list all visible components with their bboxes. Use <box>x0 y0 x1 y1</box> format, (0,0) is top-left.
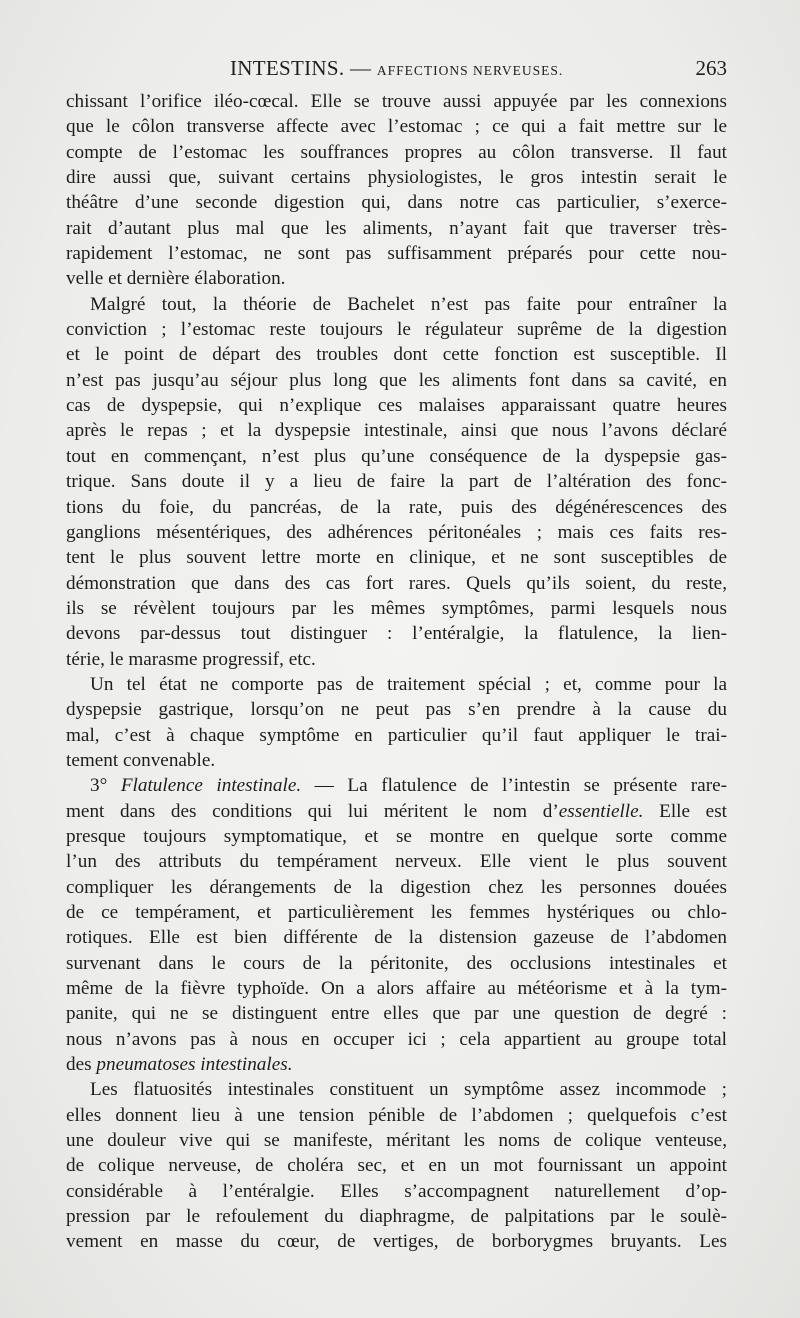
text-line: tement convenable. <box>66 749 216 771</box>
line-fragment: ment dans des conditions qui lui méritent le nom d’ <box>66 800 559 822</box>
emphasis-term: pneumatoses intestinales. <box>96 1054 293 1076</box>
line-fragment: — La flatulence de l’intestin se présente rare- <box>301 775 727 797</box>
text-line: n’est pas jusqu’au séjour plus long que les aliments font dans sa cavité, en <box>66 369 727 391</box>
text-line: tout en commençant, n’est plus qu’une conséquence de la dyspepsie gas- <box>66 445 727 467</box>
text-line: après le repas ; et la dyspepsie intestinale, ainsi que nous l’avons déclaré <box>66 420 727 442</box>
body-text <box>66 89 727 1255</box>
text-line: même de la fièvre typhoïde. On a alors affaire au météorisme et à la tym- <box>66 978 727 1000</box>
text-line: ganglions mésentériques, des adhérences péritonéales ; mais ces faits res- <box>66 521 727 543</box>
text-line: dire aussi que, suivant certains physiologistes, le gros intestin serait le <box>66 167 727 189</box>
emphasis-term: essentielle. <box>558 800 644 822</box>
section-number: 3° <box>90 775 121 797</box>
section-heading: Flatulence intestinale. <box>120 775 302 797</box>
text-line: considérable à l’entéralgie. Elles s’accompagnent naturellement d’op- <box>66 1180 727 1202</box>
text-line: vement en masse du cœur, de vertiges, de borborygmes bruyants. Les <box>66 1231 727 1253</box>
text-line: chissant l’orifice iléo-cœcal. Elle se trouve aussi appuyée par les connexions <box>66 91 727 112</box>
text-line: survenant dans le cours de la péritonite, des occlusions intestinales et <box>66 952 727 974</box>
text-line: et le point de départ des troubles dont cette fonction est susceptible. Il <box>66 344 727 366</box>
text-line: conviction ; l’estomac reste toujours le régulateur suprême de la digestion <box>66 319 727 341</box>
text-line: velle et dernière élaboration. <box>66 268 286 290</box>
chapter-title: INTESTINS. <box>230 56 345 80</box>
text-line: mal, c’est à chaque symptôme en particulier qu’il faut appliquer le trai- <box>66 724 727 746</box>
text-line: dyspepsie gastrique, lorsqu’on ne peut pas s’en prendre à la cause du <box>66 699 727 721</box>
text-line <box>66 773 727 798</box>
line-fragment: Elle est <box>643 800 727 822</box>
text-line: devons par-dessus tout distinguer : l’entéralgie, la flatulence, la lien- <box>66 623 727 645</box>
text-line: tions du foie, du pancréas, de la rate, puis des dégénérescences des <box>66 496 727 518</box>
running-title <box>230 56 563 81</box>
text-line: de ce tempérament, et particulièrement les femmes hystériques ou chlo- <box>66 902 727 923</box>
line-fragment: des <box>66 1054 97 1076</box>
text-line: compliquer les dérangements de la digestion chez les personnes douées <box>66 876 727 898</box>
text-line <box>66 799 727 824</box>
text-line: compte de l’estomac les souffrances propres au côlon transverse. Il faut <box>66 141 727 163</box>
text-line: térie, le marasme progressif, etc. <box>66 648 316 670</box>
text-line: Les flatuosités intestinales constituent un symptôme assez incommode ; <box>90 1079 727 1101</box>
text-line: tent le plus souvent lettre morte en clinique, et ne sont susceptibles de <box>66 547 727 569</box>
text-line: cas de dyspepsie, qui n’explique ces malaises apparaissant quatre heures <box>66 395 727 417</box>
title-separator: — <box>344 56 377 80</box>
text-line: nous n’avons pas à nous en occuper ici ; cela appartient au groupe total <box>66 1028 727 1050</box>
running-header <box>66 56 727 84</box>
text-line <box>66 1052 727 1077</box>
text-line: pression par le refoulement du diaphragme, de palpitations par le soulè- <box>66 1206 727 1228</box>
page-number: 263 <box>695 56 727 80</box>
text-line: démonstration que dans des cas fort rares. Quels qu’ils soient, du reste, <box>66 572 727 594</box>
text-line: de colique nerveuse, de choléra sec, et en un mot fournissant un appoint <box>66 1155 727 1177</box>
text-line: presque toujours symptomatique, et se montre en quelque sorte comme <box>66 825 727 847</box>
text-line: une douleur vive qui se manifeste, méritant les noms de colique venteuse, <box>66 1130 727 1152</box>
text-line: rait d’autant plus mal que les aliments, n’ayant fait que traverser très- <box>66 217 727 239</box>
text-line: rapidement l’estomac, ne sont pas suffisamment préparés pour cette nou- <box>66 243 727 265</box>
text-line: Un tel état ne comporte pas de traitement spécial ; et, comme pour la <box>90 673 727 695</box>
text-line: théâtre d’une seconde digestion qui, dans notre cas particulier, s’exerce- <box>66 192 727 214</box>
text-line: trique. Sans doute il y a lieu de faire la part de l’altération des fonc- <box>66 471 727 493</box>
text-line: rotiques. Elle est bien différente de la distension gazeuse de l’abdomen <box>66 927 727 949</box>
text-line: Malgré tout, la théorie de Bachelet n’est pas faite pour entraîner la <box>90 293 727 315</box>
text-line: panite, qui ne se distinguent entre elles que par une question de degré : <box>66 1003 727 1025</box>
text-line: que le côlon transverse affecte avec l’estomac ; ce qui a fait mettre sur le <box>66 116 727 138</box>
section-title: AFFECTIONS NERVEUSES. <box>376 63 564 78</box>
text-line: ils se révèlent toujours par les mêmes symptômes, parmi lesquels nous <box>66 597 727 619</box>
text-line: l’un des attributs du tempérament nerveux. Elle vient le plus souvent <box>66 851 727 873</box>
text-line: elles donnent lieu à une tension pénible de l’abdomen ; quelquefois c’est <box>66 1104 727 1126</box>
